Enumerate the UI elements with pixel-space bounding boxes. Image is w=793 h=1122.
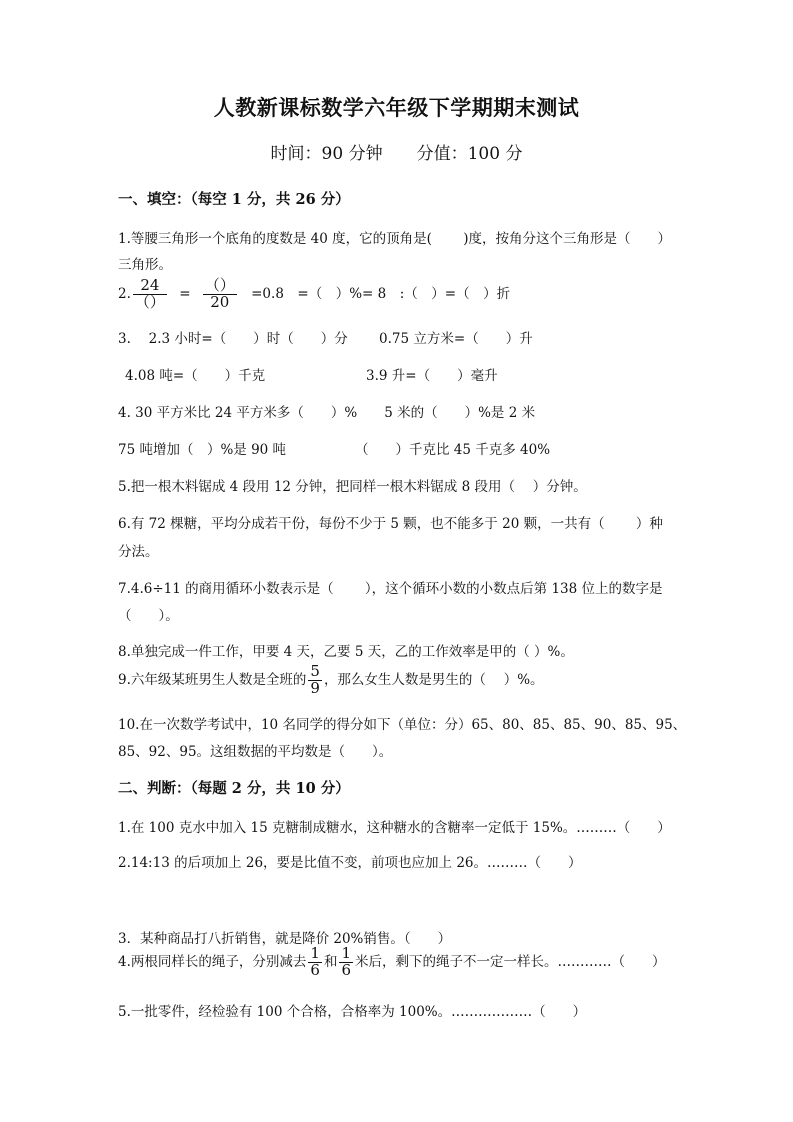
question-3-part-c: 3.9 升=（ ）毫升 (366, 368, 498, 384)
equals-sign: = (179, 285, 191, 302)
fraction-numerator: （） (204, 276, 235, 294)
fraction-24-over-blank (133, 278, 167, 311)
judge-question-3: 3．某种商品打八折销售，就是降价 20%销售。（ ） (118, 931, 452, 947)
question-4-line-1: 4. 30 平方米比 24 平方米多（ ）% 5 米的（ ）%是 2 米 (118, 405, 536, 421)
exam-info (0, 139, 793, 164)
question-3: 3. 2.3 小时=（ ）时（ ）分 0.75 立方米=（ ）升 (118, 331, 533, 347)
fraction-5-over-9 (308, 664, 322, 697)
time-limit: 时间：90 分钟 (270, 144, 383, 164)
section-true-false-heading: 二、判断：（每题 2 分，共 10 分） (118, 780, 350, 797)
judge-question-4-suffix: 米后，剩下的绳子不一定一样长。…………（ ） (354, 953, 666, 970)
fraction-denominator: 20 (210, 292, 230, 311)
judge-question-4-and: 和 (323, 953, 338, 970)
question-2 (118, 278, 510, 311)
section-fill-blank-heading: 一、填空：（每空 1 分，共 26 分） (118, 191, 350, 208)
question-9-prefix: 9.六年级某班男生人数是全班的 (118, 671, 307, 688)
judge-question-2: 2.14:13 的后项加上 26，要是比值不变，前项也应加上 26。………（ ） (118, 855, 582, 871)
judge-question-5: 5.一批零件，经检验有 100 个合格，合格率为 100%。………………（ ） (118, 1004, 587, 1020)
page-title: 人教新课标数学六年级下学期期末测试 (213, 95, 580, 120)
fraction-denominator: 6 (310, 960, 320, 979)
fraction-numerator: 1 (341, 944, 351, 962)
fraction-denominator: 6 (341, 960, 351, 979)
question-1-line-2: 三角形。 (118, 257, 172, 273)
question-4-part-d: （ ）千克比 45 千克多 40% (355, 442, 551, 458)
fraction-numerator: 24 (133, 278, 167, 295)
question-2-rest: =0.8 =（ ）%= 8 :（ ）=（ ）折 (251, 285, 511, 302)
question-2-number: 2. (118, 285, 131, 302)
fraction-denominator: 9 (310, 678, 320, 697)
question-6-line-1: 6.有 72 棵糖，平均分成若干份，每份不少于 5 颗，也不能多于 20 颗，一共有（ ）种 (118, 516, 663, 532)
fraction-numerator: 1 (310, 944, 320, 962)
judge-question-1: 1.在 100 克水中加入 15 克糖制成糖水，这种糖水的含糖率一定低于 15%。………（ ） (118, 820, 671, 836)
question-6-line-2: 分法。 (118, 544, 159, 560)
judge-question-4-prefix: 4.两根同样长的绳子，分别减去 (118, 953, 307, 970)
question-9-suffix: ，那么女生人数是男生的（ ）%。 (323, 671, 544, 688)
question-3-part-b: 4.08 吨=（ ）千克 (125, 368, 266, 384)
question-5: 5.把一根木料锯成 4 段用 12 分钟，把同样一根木料锯成 8 段用（ ）分钟。 (118, 479, 587, 495)
fraction-1-over-6-second (339, 946, 353, 979)
question-10-line-1: 10.在一次数学考试中，10 名同学的得分如下（单位：分）65、80、85、85、90、85、95、 (118, 717, 687, 733)
question-9 (118, 664, 544, 697)
fraction-numerator: 5 (310, 662, 320, 680)
question-4-part-c: 75 吨增加（ ）%是 90 吨 (118, 442, 287, 458)
question-7-line-1: 7.4.6÷11 的商用循环小数表示是（ ），这个循环小数的小数点后第 138 位上的数字是 (118, 581, 663, 597)
total-score: 分值：100 分 (416, 144, 523, 164)
fraction-blank-over-20 (203, 278, 237, 311)
question-10-line-2: 85、92、95。这组数据的平均数是（ ）。 (118, 744, 393, 760)
question-8: 8.单独完成一件工作，甲要 4 天，乙要 5 天，乙的工作效率是甲的（ ）%。 (118, 644, 574, 660)
question-1-line-1: 1.等腰三角形一个底角的度数是 40 度，它的顶角是( )度，按角分这个三角形是（ ） (118, 231, 671, 247)
fraction-denominator: （） (134, 292, 165, 311)
fraction-1-over-6-first (308, 946, 322, 979)
judge-question-4 (118, 946, 665, 979)
question-7-line-2: （ ）。 (118, 608, 179, 624)
